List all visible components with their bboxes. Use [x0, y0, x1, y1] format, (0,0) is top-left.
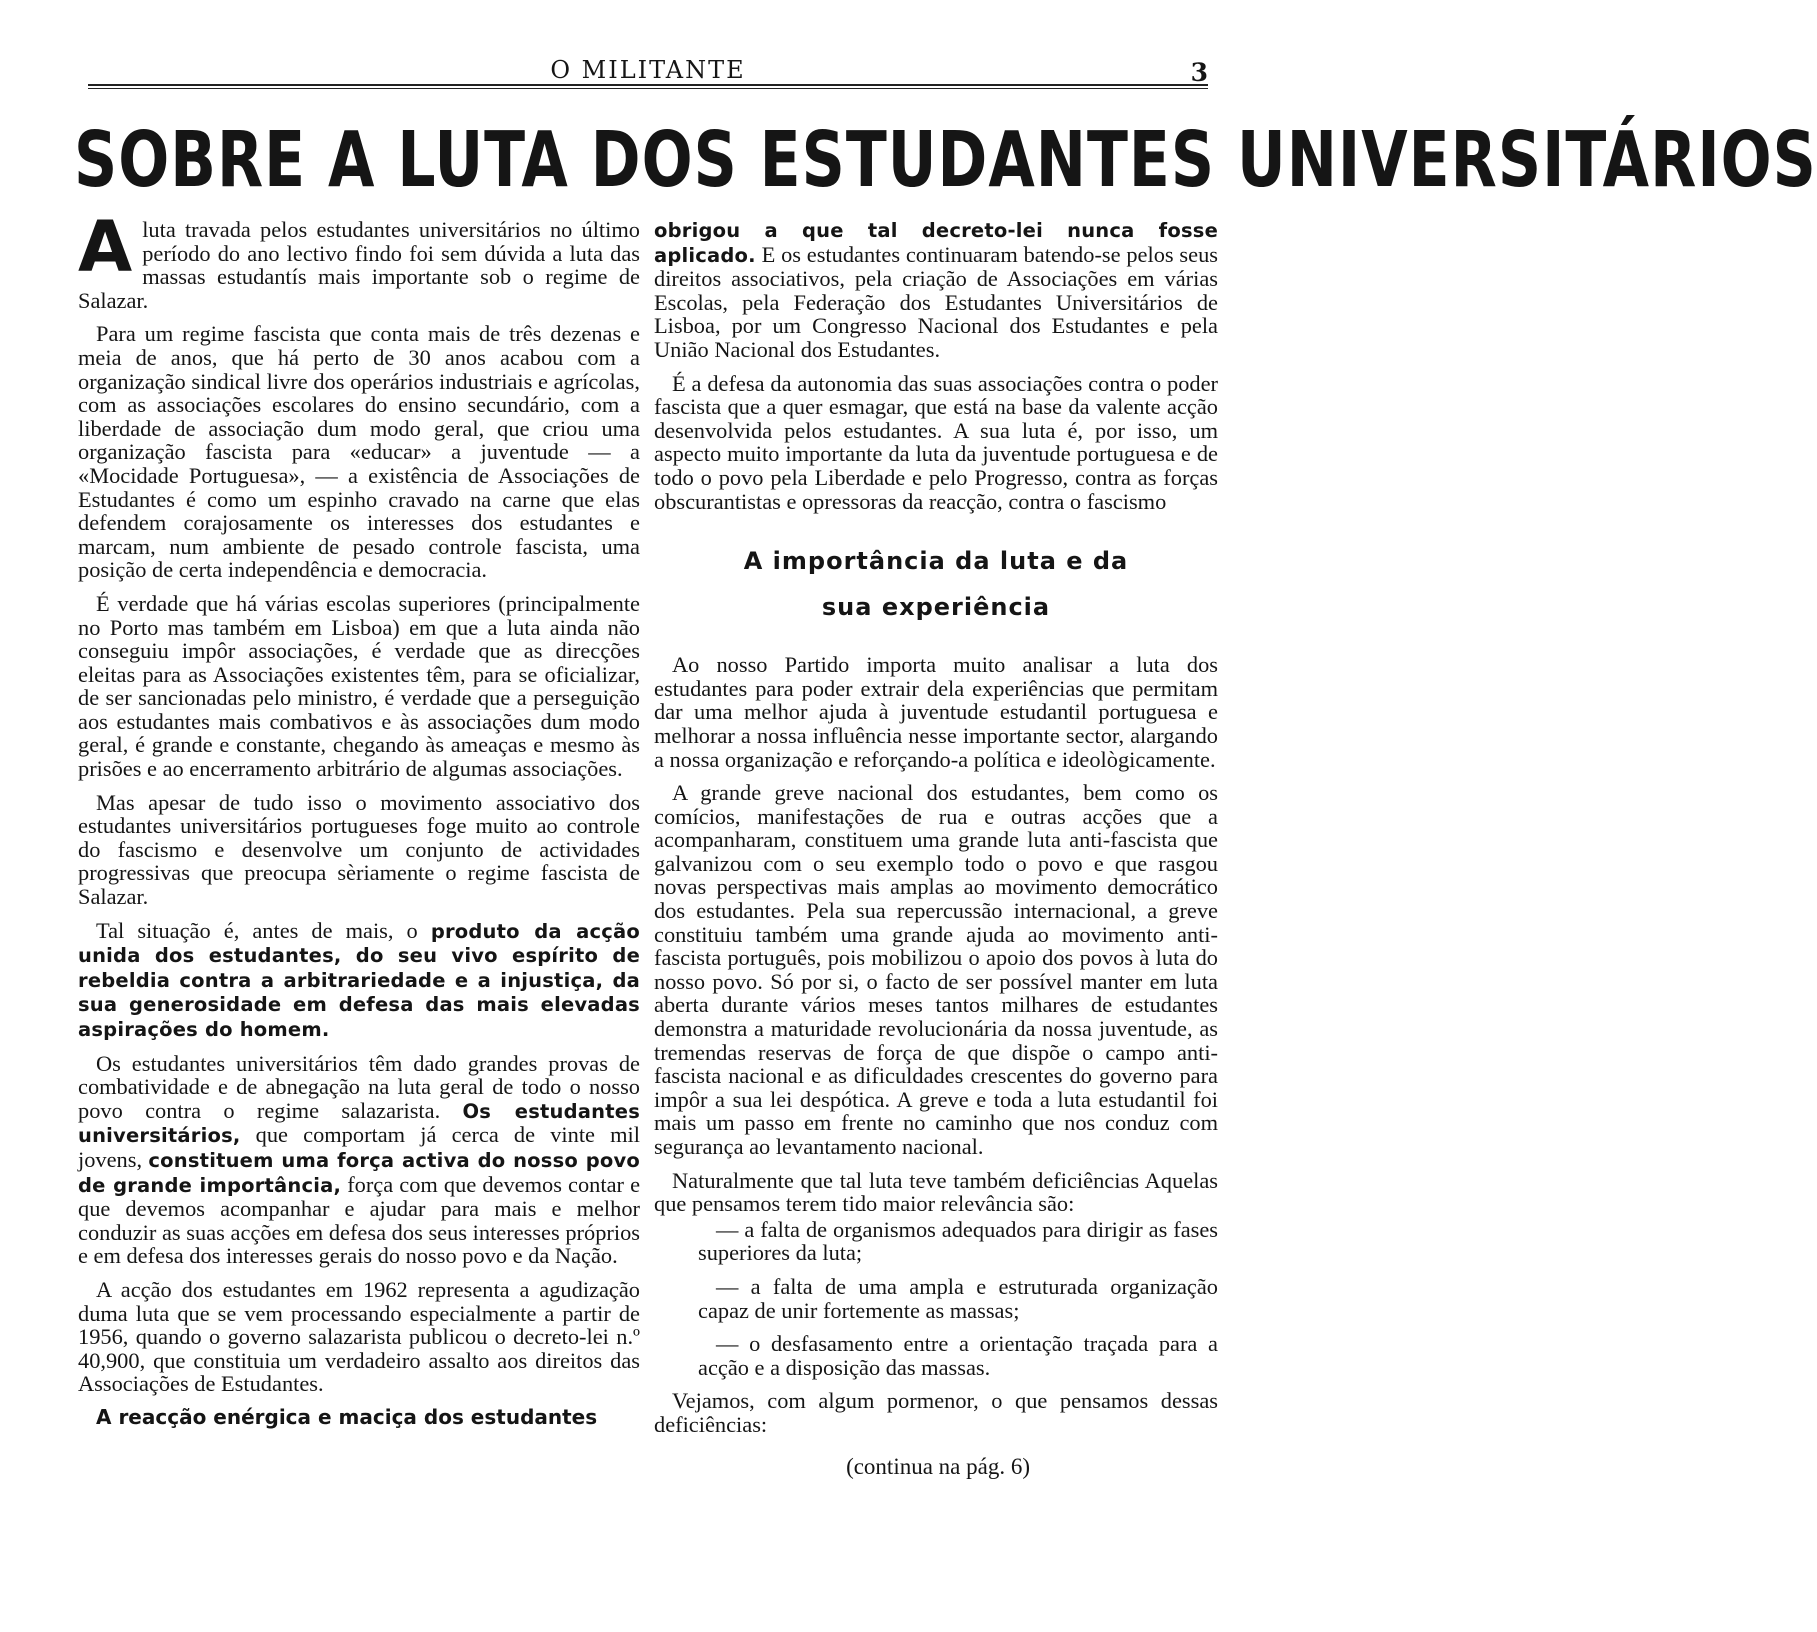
- page-header: [88, 52, 1208, 92]
- continuation-note: (continua na pág. 6): [846, 1453, 1030, 1479]
- emphasis-text: produto da acção unida dos estudantes, do seu vivo espírito de rebeldia contra a arbitrariedade e a injustiça, da sua generosidade em defesa das mais elevadas aspirações do homem.: [78, 919, 640, 1041]
- paragraph-text: E os estudantes continuaram batendo-se pelos seus direitos associativos, pela criação de Associações em várias Escolas, pela Federação dos Estudantes Universitários de Lisboa, por um Congresso Nacional dos Estudantes e pela União Nacional dos Estudantes.: [654, 241, 1218, 362]
- paragraph: É verdade que há várias escolas superiores (principalmente no Porto mas também em Lisboa) em que a luta ainda não conseguiu impôr associações, é verdade que as direcções eleitas para as Associações existentes têm, para se oficializar, de ser sancionadas pelo ministro, é verdade que a perseguição aos estudantes mais combativos e às associações dum modo geral, é grande e constante, chegando às ameaças e mesmo às prisões e ao encerramento arbitrário de algumas associações.: [78, 590, 640, 782]
- paragraph: Naturalmente que tal luta teve também deficiências Aquelas que pensamos terem tido maior relevância são:: [654, 1167, 1218, 1217]
- paragraph: É a defesa da autonomia das suas associações contra o poder fascista que a quer esmagar, que está na base da valente acção desenvolvida pelos estudantes. A sua luta é, por isso, um aspecto muito importante da luta da juventude portuguesa e de todo o povo pela Liberdade e pelo Progresso, contra as forças obscurantistas e opressoras da reacção, contra o fascismo: [654, 370, 1218, 514]
- list-item: — a falta de uma ampla e estruturada organização capaz de unir fortemente as massas;: [698, 1273, 1218, 1323]
- list-item: — o desfasamento entre a orientação traçada para a acção e a disposição das massas.: [698, 1331, 1218, 1380]
- paragraph: [654, 218, 1218, 362]
- paragraph: [78, 1052, 640, 1268]
- paragraph-text: Tal situação é, antes de mais, o: [96, 917, 431, 943]
- emphasis-text: constituem uma força activa do nosso povo de grande importância,: [78, 1148, 640, 1197]
- paragraph: A acção dos estudantes em 1962 representa a agudização duma luta que se vem processando especialmente a partir de 1956, quando o governo salazarista publicou o decreto-lei n.º 40,900, que constituia um verdadeiro assalto aos direitos das Associações de Estudantes.: [78, 1276, 640, 1397]
- paragraph: A grande greve nacional dos estudantes, bem como os comícios, manifestações de rua e outras acções que a acompanharam, constituem uma grande luta anti-fascista que galvanizou com o seu exemplo todo o povo e que rasgou novas perspectivas mais amplas ao movimento democrático dos estudantes. Pela sua repercussão internacional, a greve constituiu também uma grande ajuda ao movimento anti-fascista português, pois mobilizou o apoio dos povos à luta do nosso povo. Só por si, o facto de ser possível manter em luta aberta durante vários meses tantos milhares de estudantes demonstra a maturidade revolucionária da nossa juventude, as tremendas reservas de força de que dispõe o campo anti-fascista nacional e as dificuldades crescentes do governo para impôr a sua lei despótica. A greve e toda a luta estudantil foi mais um passo em frente no caminho que nos conduz com segurança ao levantamento nacional.: [654, 780, 1218, 1159]
- publication-title: O MILITANTE: [550, 56, 746, 84]
- list-item: — a falta de organismos adequados para dirigir as fases superiores da luta;: [698, 1216, 1218, 1266]
- page-number: 3: [1190, 58, 1208, 87]
- drop-cap: A: [78, 206, 133, 288]
- paragraph-text: Os estudantes universitários têm dado grandes provas de combatividade e de abnegação na luta geral de todo o nosso povo contra o regime salazarista.: [78, 1050, 640, 1123]
- left-column: [78, 206, 641, 1440]
- article-headline: SOBRE A LUTA DOS ESTUDANTES UNIVERSITÁRIOS: [74, 115, 1817, 206]
- paragraph-text: que comportam já cerca de vinte mil jovens,: [78, 1122, 640, 1172]
- subheading-line: sua experiência: [821, 593, 1051, 622]
- paragraph: [78, 919, 640, 1042]
- header-rule: [88, 84, 1208, 89]
- paragraph: Ao nosso Partido importa muito analisar a luta dos estudantes para poder extrair dela experiências que permitam dar uma melhor ajuda à juventude estudantil portuguesa e melhorar a nossa influência nesse importante sector, alargando a nossa organização e reforçando-a política e ideològicamente.: [654, 652, 1218, 772]
- subheading-line: A importância da luta e da: [743, 547, 1129, 576]
- paragraph-text: luta travada pelos estudantes universitários no último período do ano lectivo findo foi sem dúvida a luta das massas estudantís mais importante sob o regime de Salazar.: [78, 217, 640, 313]
- paragraph: [78, 206, 640, 313]
- emphasis-text: Os estudantes universitários,: [78, 1099, 640, 1148]
- paragraph-text: força com que devemos contar e que devemos acompanhar e ajudar para mais e melhor conduzir as suas acções em defesa dos seus interesses próprios e em defesa dos interesses gerais do nosso povo e da Nação.: [78, 1171, 641, 1269]
- emphasis-text: obrigou a que tal decreto-lei nunca fosse aplicado.: [654, 219, 1218, 267]
- section-subheading: [654, 541, 1218, 627]
- paragraph: Mas apesar de tudo isso o movimento associativo dos estudantes universitários portugueses foge muito ao controle do fascismo e desenvolve um conjunto de actividades progressivas que preocupa sèriamente o regime fascista de Salazar.: [78, 789, 640, 910]
- right-column: [654, 218, 1218, 1478]
- paragraph: Vejamos, com algum pormenor, o que pensamos dessas deficiências:: [654, 1388, 1218, 1437]
- paragraph-continues: A reacção enérgica e maciça dos estudantes: [96, 1404, 598, 1429]
- paragraph: Para um regime fascista que conta mais de três dezenas e meia de anos, que há perto de 30 anos acabou com a organização sindical livre dos operários industriais e agrícolas, com as associações escolares do ensino secundário, com a liberdade de associação dum modo geral, que criou uma organização fascista para «educar» a juventude — a «Mocidade Portuguesa», — a existência de Associações de Estudantes é como um espinho cravado na carne que elas defendem corajosamente os interesses dos estudantes e marcam, num ambiente de pesado controle fascista, uma posição de certa independência e democracia.: [78, 321, 640, 583]
